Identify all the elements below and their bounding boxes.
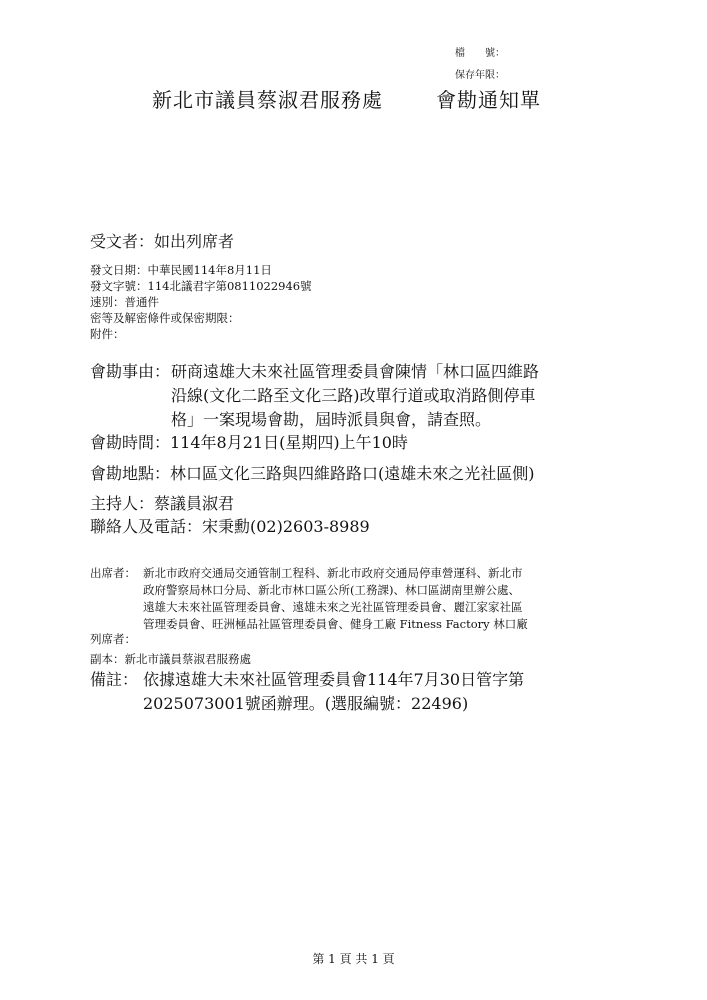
secrecy: 密等及解密條件或保密期限：	[90, 311, 240, 325]
page-footer: 第 1 頁 共 1 頁	[312, 952, 395, 966]
recipient-line: 受文者：如出列席者	[90, 232, 235, 251]
doc-type-title: 會勘通知單	[436, 88, 541, 112]
note-line: 依據遠雄大未來社區管理委員會114年7月30日管字第	[143, 670, 525, 689]
matter-label: 會勘事由：	[90, 362, 171, 381]
attachments: 附件：	[90, 327, 125, 341]
note-label: 備註：	[90, 670, 139, 689]
copy-recipient: 副本：新北市議員蔡淑君服務處	[90, 652, 251, 666]
matter-line: 格」一案現場會勘，屆時派員與會，請查照。	[171, 410, 492, 429]
matter-line: 沿線(文化二路至文化三路)改單行道或取消路側停車	[171, 386, 536, 405]
retention-label: 保存年限：	[455, 70, 505, 81]
observers-label: 列席者：	[90, 632, 136, 646]
org-title: 新北市議員蔡淑君服務處	[152, 88, 383, 112]
speed: 速別：普通件	[90, 295, 159, 309]
matter-line: 研商遠雄大未來社區管理委員會陳情「林口區四維路	[171, 362, 540, 381]
survey-host: 主持人：蔡議員淑君	[90, 494, 235, 513]
survey-place: 會勘地點：林口區文化三路與四維路路口(遠雄未來之光社區側)	[90, 464, 535, 483]
attendees-line: 遠雄大未來社區管理委員會、遠雄未來之光社區管理委員會、麗江家家社區	[143, 600, 523, 614]
attendees-line: 政府警察局林口分局、新北市林口區公所(工務課)、林口區湖南里辦公處、	[143, 583, 520, 597]
file-number-label: 檔 號：	[455, 48, 505, 59]
survey-time: 會勘時間：114年8月21日(星期四)上午10時	[90, 433, 408, 452]
issue-date: 發文日期：中華民國114年8月11日	[90, 263, 272, 277]
attendees-line: 新北市政府交通局交通管制工程科、新北市政府交通局停車營運科、新北市	[143, 566, 523, 580]
issue-number: 發文字號：114北議君字第0811022946號	[90, 279, 312, 293]
attendees-label: 出席者：	[90, 566, 136, 580]
survey-contact: 聯絡人及電話：宋秉勳(02)2603-8989	[90, 517, 370, 536]
note-line: 2025073001號函辦理。(選服編號：22496)	[143, 694, 469, 713]
attendees-line: 管理委員會、旺洲極品社區管理委員會、健身工廠 Fitness Factory 林口廠	[143, 617, 528, 631]
